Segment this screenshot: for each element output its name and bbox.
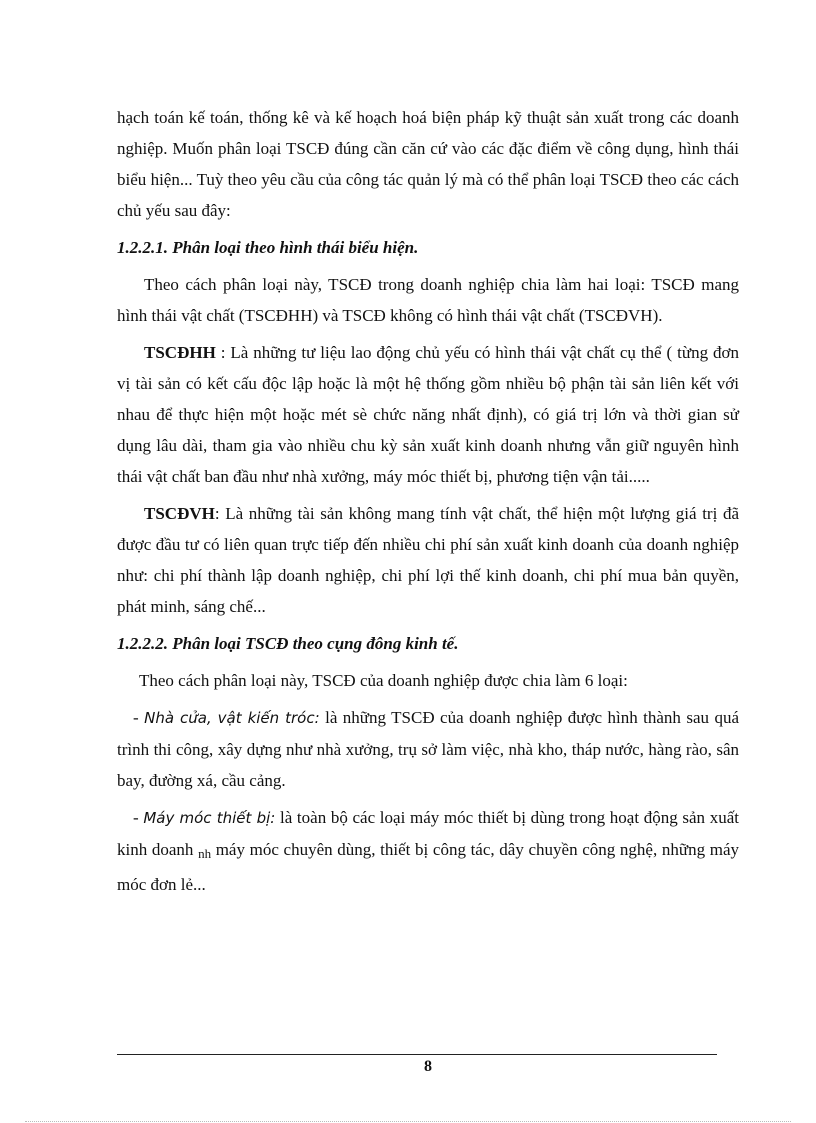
definition-machinery-fragment: nh (198, 846, 212, 861)
term-machinery: Máy móc thiết bị: (143, 809, 276, 827)
definition-tscdvh: : Là những tài sản không mang tính vật chất, thể hiện một lượng giá trị đã được đầu tư có liên quan trực tiếp đến nhiều chi phí sản xuất kinh doanh của doanh nghiệp như: chi phí thành lập doanh nghiệp, chi phí lợi thế kinh doanh, chi phí mua bản quyền, phát minh, sáng chế... (117, 504, 739, 616)
page-bottom-border (25, 1121, 791, 1122)
footer-divider (117, 1054, 717, 1055)
list-item-buildings (117, 702, 739, 796)
paragraph-six-types: Theo cách phân loại này, TSCĐ của doanh nghiệp được chia làm 6 loại: (139, 671, 628, 690)
section-heading-1-2-2-2: 1.2.2.2. Phân loại TSCĐ theo cụng đông kinh tế. (117, 634, 459, 653)
list-dash: - (133, 808, 144, 827)
page-number: 8 (424, 1058, 432, 1075)
paragraph-intro: hạch toán kế toán, thống kê và kế hoạch hoá biện pháp kỹ thuật sản xuất trong các doanh nghiệp. Muốn phân loại TSCĐ đúng cần căn cứ vào các đặc điểm về công dụng, hình thái biểu hiện... Tuỳ theo yêu cầu của công tác quản lý mà có thể phân loại TSCĐ theo các cách chủ yếu sau đây: (117, 108, 739, 220)
paragraph-tscdhh (117, 337, 739, 492)
definition-tscdhh: : Là những tư liệu lao động chủ yếu có hình thái vật chất cụ thể ( từng đơn vị tài sản có kết cấu độc lập hoặc là một hệ thống gồm nhiều bộ phận tài sản liên kết với nhau để thực hiện một hoặc mét sè chức năng nhất định), có giá trị lớn và thời gian sử dụng lâu dài, tham gia vào nhiều chu kỳ sản xuất kinh doanh nhưng vẫn giữ nguyên hình thái vật chất ban đầu như nhà xưởng, máy móc thiết bị, phương tiện vận tải..... (117, 343, 739, 486)
list-item-machinery (117, 802, 739, 900)
list-dash: - (133, 708, 145, 727)
definition-machinery-part-a: là toàn bộ các loại máy móc thiết bị dùng trong hoạt động sản xuất kinh doanh (117, 808, 739, 859)
section-heading-1-2-2-1: 1.2.2.1. Phân loại theo hình thái biểu hiện. (117, 238, 419, 257)
term-tscdvh: TSCĐVH (144, 504, 215, 523)
paragraph-classification: Theo cách phân loại này, TSCĐ trong doanh nghiệp chia làm hai loại: TSCĐ mang hình thái vật chất (TSCĐHH) và TSCĐ không có hình thái vật chất (TSCĐVH). (117, 275, 739, 325)
paragraph-tscdvh (117, 498, 739, 622)
term-buildings: Nhà cửa, vật kiến tróc: (144, 709, 320, 727)
definition-buildings: là những TSCĐ của doanh nghiệp được hình thành sau quá trình thi công, xây dựng như nhà xưởng, trụ sở làm việc, nhà kho, tháp nước, hàng rào, sân bay, đường xá, cầu cảng. (117, 708, 739, 790)
definition-machinery-part-b: máy móc chuyên dùng, thiết bị công tác, dây chuyền công nghệ, những máy móc đơn lẻ... (117, 840, 739, 894)
body-text (117, 102, 739, 906)
term-tscdhh: TSCĐHH (144, 343, 216, 362)
